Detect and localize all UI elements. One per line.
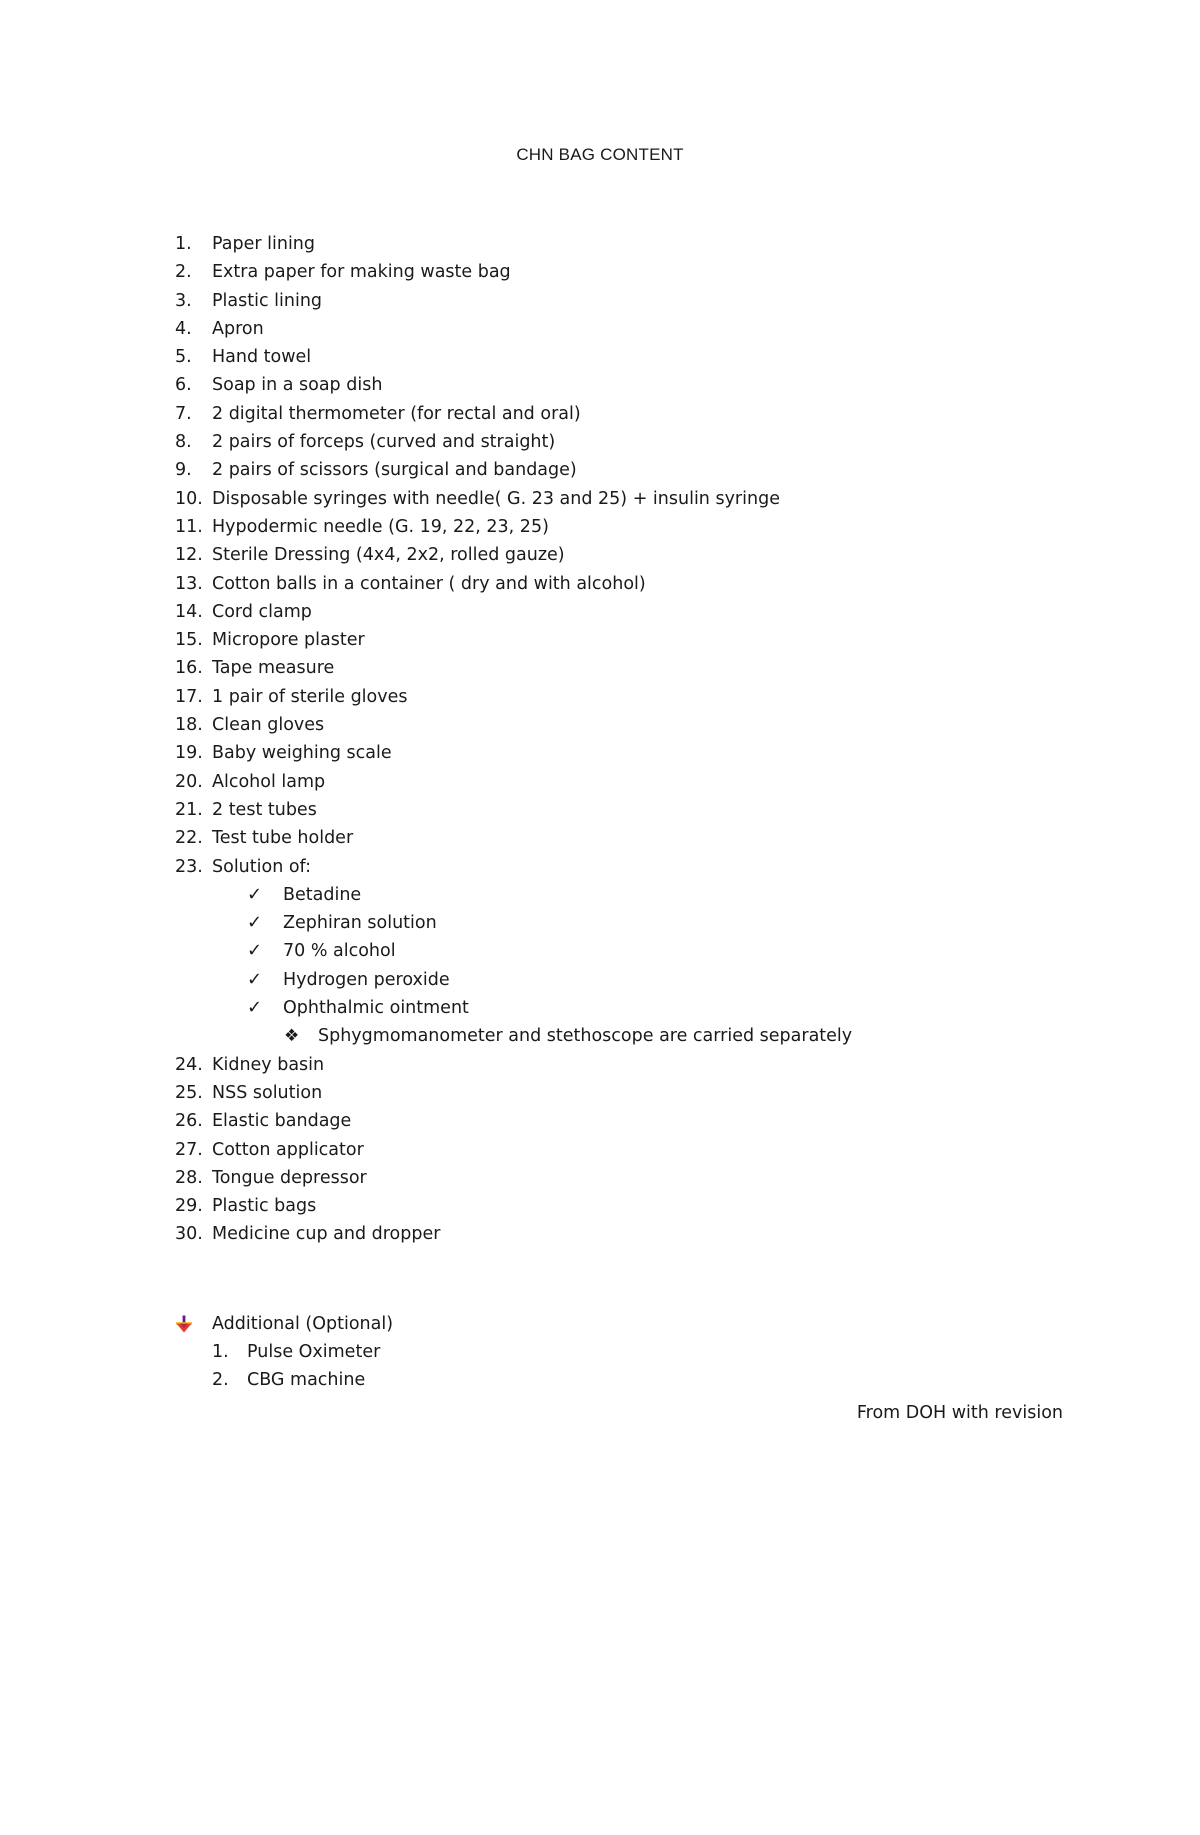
list-item: [175, 287, 1075, 315]
separate-note-text: Sphygmomanometer and stethoscope are carried separately: [318, 1026, 853, 1047]
list-item: [175, 1107, 1075, 1135]
item-number: 29.: [175, 1196, 203, 1217]
item-number: 28.: [175, 1167, 203, 1188]
list-item: [175, 513, 1075, 541]
list-item: [175, 1192, 1075, 1220]
solution-text: Hydrogen peroxide: [283, 969, 450, 990]
item-text: Plastic bags: [212, 1196, 317, 1217]
list-item: [175, 258, 1075, 286]
list-item: [175, 371, 1075, 399]
list-item: [175, 824, 1075, 852]
item-number: 2.: [175, 262, 192, 283]
list-item: [175, 1220, 1075, 1248]
item-text: Pulse Oximeter: [247, 1341, 381, 1362]
item-text: Hypodermic needle (G. 19, 22, 23, 25): [212, 516, 549, 537]
item-number: 9.: [175, 460, 192, 481]
bag-content-list: [175, 230, 1075, 1395]
item-number: 18.: [175, 715, 203, 736]
item-text: NSS solution: [212, 1082, 323, 1103]
list-item: [175, 570, 1075, 598]
item-text: Cotton balls in a container ( dry and with alcohol): [212, 573, 646, 594]
item-text: Cotton applicator: [212, 1139, 364, 1160]
checkmark-icon: ✓: [247, 883, 263, 905]
item-number: 6.: [175, 375, 192, 396]
item-text: 2 pairs of forceps (curved and straight): [212, 432, 556, 453]
item-number: 7.: [175, 403, 192, 424]
separate-note: [175, 1022, 1075, 1050]
item-number: 17.: [175, 686, 203, 707]
item-number: 3.: [175, 290, 192, 311]
item-number: 21.: [175, 799, 203, 820]
item-text: Apron: [212, 318, 264, 339]
list-item: [175, 739, 1075, 767]
item-text: Sterile Dressing (4x4, 2x2, rolled gauze): [212, 545, 565, 566]
item-text: Solution of:: [212, 856, 311, 877]
item-number: 30.: [175, 1224, 203, 1245]
solution-item: [175, 994, 1075, 1022]
item-number: 15.: [175, 630, 203, 651]
item-text: Kidney basin: [212, 1054, 325, 1075]
list-item: [175, 400, 1075, 428]
solution-item: [175, 909, 1075, 937]
list-item: [175, 796, 1075, 824]
checkmark-icon: ✓: [247, 940, 263, 962]
item-number: 27.: [175, 1139, 203, 1160]
item-number: 11.: [175, 516, 203, 537]
item-number: 22.: [175, 828, 203, 849]
list-item: [175, 1164, 1075, 1192]
list-item: [175, 626, 1075, 654]
list-item: [175, 768, 1075, 796]
item-number: 4.: [175, 318, 192, 339]
list-item: [175, 541, 1075, 569]
item-text: Plastic lining: [212, 290, 323, 311]
item-text: Paper lining: [212, 234, 316, 254]
checkmark-icon: ✓: [247, 912, 263, 934]
section-spacer: [175, 1249, 1075, 1310]
item-text: Clean gloves: [212, 715, 325, 736]
item-text: Tongue depressor: [212, 1167, 367, 1188]
item-text: Soap in a soap dish: [212, 375, 383, 396]
item-number: 10.: [175, 488, 203, 509]
item-text: Elastic bandage: [212, 1111, 352, 1132]
item-text: 2 digital thermometer (for rectal and oral): [212, 403, 581, 424]
item-text: 2 pairs of scissors (surgical and bandage): [212, 460, 577, 481]
item-number: 1.: [175, 234, 192, 254]
solution-text: Ophthalmic ointment: [283, 998, 469, 1019]
item-number: 16.: [175, 658, 203, 679]
source-note: From DOH with revision: [856, 1403, 1063, 1423]
list-item: [175, 711, 1075, 739]
item-text: Extra paper for making waste bag: [212, 262, 511, 283]
item-text: Medicine cup and dropper: [212, 1224, 441, 1245]
list-item: [175, 485, 1075, 513]
item-text: Disposable syringes with needle( G. 23 and 25) + insulin syringe: [212, 488, 780, 509]
item-number: 2.: [212, 1370, 229, 1391]
arrow-down-bullet-icon: [175, 1315, 193, 1333]
optional-heading: [175, 1310, 1075, 1338]
optional-item: [175, 1338, 1075, 1366]
item-text: 1 pair of sterile gloves: [212, 686, 408, 707]
list-item: [175, 428, 1075, 456]
item-text: Baby weighing scale: [212, 743, 392, 764]
list-item: [175, 1136, 1075, 1164]
page-title: CHN BAG CONTENT: [516, 145, 684, 164]
item-number: 25.: [175, 1082, 203, 1103]
list-item: [175, 683, 1075, 711]
item-number: 14.: [175, 601, 203, 622]
diamond-bullet-icon: ❖: [284, 1026, 300, 1047]
item-number: 23.: [175, 856, 203, 877]
item-number: 13.: [175, 573, 203, 594]
checkmark-icon: ✓: [247, 997, 263, 1019]
item-text: Tape measure: [212, 658, 335, 679]
item-number: 26.: [175, 1111, 203, 1132]
item-number: 19.: [175, 743, 203, 764]
item-text: Cord clamp: [212, 601, 312, 622]
item-number: 8.: [175, 432, 192, 453]
solution-text: Zephiran solution: [283, 913, 437, 934]
list-item: [175, 853, 1075, 881]
item-number: 24.: [175, 1054, 203, 1075]
list-item: [175, 654, 1075, 682]
item-text: Test tube holder: [212, 828, 354, 849]
solution-item: [175, 966, 1075, 994]
item-number: 20.: [175, 771, 203, 792]
item-text: Alcohol lamp: [212, 771, 326, 792]
solution-text: 70 % alcohol: [283, 941, 396, 962]
optional-heading-text: Additional (Optional): [212, 1313, 394, 1334]
item-text: Micropore plaster: [212, 630, 365, 651]
item-number: 1.: [212, 1341, 229, 1362]
list-item: [175, 456, 1075, 484]
item-number: 12.: [175, 545, 203, 566]
item-text: 2 test tubes: [212, 799, 317, 820]
item-text: Hand towel: [212, 347, 312, 368]
list-item: [175, 598, 1075, 626]
item-text: CBG machine: [247, 1370, 366, 1391]
checkmark-icon: ✓: [247, 968, 263, 990]
list-item: [175, 1051, 1075, 1079]
solution-item: [175, 881, 1075, 909]
solution-item: [175, 937, 1075, 965]
solution-text: Betadine: [283, 884, 362, 905]
optional-item: [175, 1366, 1075, 1394]
list-item: [175, 1079, 1075, 1107]
list-item: [175, 230, 1075, 258]
item-number: 5.: [175, 347, 192, 368]
list-item: [175, 315, 1075, 343]
list-item: [175, 343, 1075, 371]
